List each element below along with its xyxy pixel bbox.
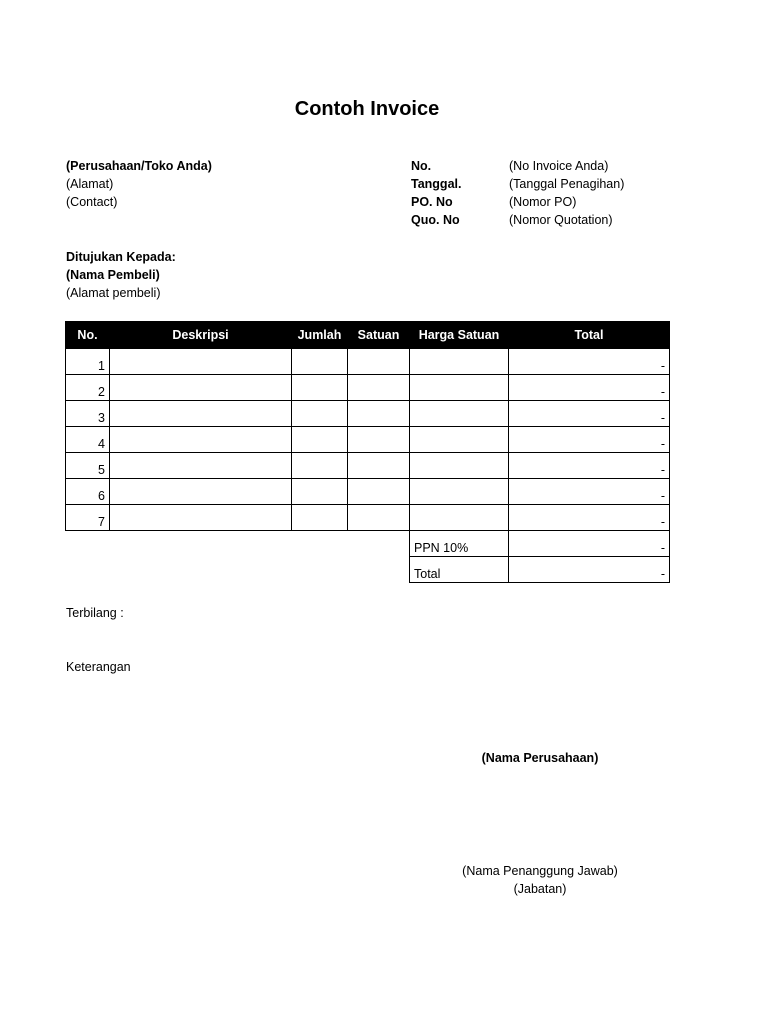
invoice-meta-labels xyxy=(411,157,461,229)
sender-address: (Alamat) xyxy=(66,177,114,191)
row-unit[interactable] xyxy=(348,453,410,479)
row-unit[interactable] xyxy=(348,375,410,401)
quo-no-value: (Nomor Quotation) xyxy=(509,213,613,227)
row-quantity[interactable] xyxy=(292,427,348,453)
row-no: 7 xyxy=(66,505,110,531)
terbilang-label: Terbilang : xyxy=(66,606,124,620)
grand-total-value: - xyxy=(509,557,670,583)
row-unit[interactable] xyxy=(348,401,410,427)
row-quantity[interactable] xyxy=(292,375,348,401)
row-quantity[interactable] xyxy=(292,453,348,479)
row-no: 1 xyxy=(66,349,110,375)
row-no: 6 xyxy=(66,479,110,505)
table-row xyxy=(66,453,670,479)
signature-person: (Nama Penanggung Jawab) xyxy=(462,864,618,878)
row-total: - xyxy=(509,453,670,479)
grand-total-row xyxy=(66,557,670,583)
row-unit-price[interactable] xyxy=(410,453,509,479)
signature-position: (Jabatan) xyxy=(513,882,567,896)
po-no-label: PO. No xyxy=(411,195,453,209)
row-unit-price[interactable] xyxy=(410,375,509,401)
table-row xyxy=(66,401,670,427)
row-unit[interactable] xyxy=(348,427,410,453)
table-row xyxy=(66,349,670,375)
row-total: - xyxy=(509,505,670,531)
header-description: Deskripsi xyxy=(110,322,292,349)
row-no: 5 xyxy=(66,453,110,479)
signature-company: (Nama Perusahaan) xyxy=(481,751,599,765)
row-unit-price[interactable] xyxy=(410,479,509,505)
row-total: - xyxy=(509,401,670,427)
row-total: - xyxy=(509,427,670,453)
invoice-no-label: No. xyxy=(411,159,432,173)
row-unit-price[interactable] xyxy=(410,427,509,453)
invoice-title: Contoh Invoice xyxy=(294,98,440,120)
ppn-value: - xyxy=(509,531,670,557)
row-quantity[interactable] xyxy=(292,505,348,531)
row-unit-price[interactable] xyxy=(410,349,509,375)
row-unit-price[interactable] xyxy=(410,401,509,427)
summary-spacer xyxy=(66,531,410,557)
header-unit-price: Harga Satuan xyxy=(410,322,509,349)
recipient-block xyxy=(66,248,176,302)
table-row xyxy=(66,479,670,505)
table-header-row xyxy=(66,322,670,349)
header-no: No. xyxy=(66,322,110,349)
invoice-date-value: (Tanggal Penagihan) xyxy=(509,177,625,191)
row-no: 2 xyxy=(66,375,110,401)
recipient-address: (Alamat pembeli) xyxy=(66,286,161,300)
invoice-items-table xyxy=(65,321,670,583)
recipient-name: (Nama Pembeli) xyxy=(66,268,160,282)
row-unit[interactable] xyxy=(348,505,410,531)
row-description[interactable] xyxy=(110,505,292,531)
row-unit-price[interactable] xyxy=(410,505,509,531)
invoice-meta-values xyxy=(509,157,624,229)
row-no: 4 xyxy=(66,427,110,453)
row-quantity[interactable] xyxy=(292,401,348,427)
row-no: 3 xyxy=(66,401,110,427)
row-description[interactable] xyxy=(110,401,292,427)
row-description[interactable] xyxy=(110,453,292,479)
header-unit: Satuan xyxy=(348,322,410,349)
signature-block xyxy=(440,862,640,898)
table-row xyxy=(66,375,670,401)
invoice-no-value: (No Invoice Anda) xyxy=(509,159,609,173)
table-row xyxy=(66,427,670,453)
row-total: - xyxy=(509,479,670,505)
quo-no-label: Quo. No xyxy=(411,213,460,227)
grand-total-label: Total xyxy=(410,557,509,583)
row-quantity[interactable] xyxy=(292,479,348,505)
row-total: - xyxy=(509,375,670,401)
row-description[interactable] xyxy=(110,375,292,401)
row-total: - xyxy=(509,349,670,375)
header-total: Total xyxy=(509,322,670,349)
row-unit[interactable] xyxy=(348,349,410,375)
sender-contact: (Contact) xyxy=(66,195,118,209)
header-quantity: Jumlah xyxy=(292,322,348,349)
sender-company: (Perusahaan/Toko Anda) xyxy=(66,159,212,173)
row-description[interactable] xyxy=(110,479,292,505)
ppn-label: PPN 10% xyxy=(410,531,509,557)
recipient-heading: Ditujukan Kepada: xyxy=(66,250,176,264)
invoice-date-label: Tanggal. xyxy=(411,177,462,191)
summary-spacer xyxy=(66,557,410,583)
table-row xyxy=(66,505,670,531)
sender-block xyxy=(66,157,212,211)
row-quantity[interactable] xyxy=(292,349,348,375)
keterangan-label: Keterangan xyxy=(66,660,131,674)
row-description[interactable] xyxy=(110,349,292,375)
po-no-value: (Nomor PO) xyxy=(509,195,577,209)
row-unit[interactable] xyxy=(348,479,410,505)
row-description[interactable] xyxy=(110,427,292,453)
ppn-row xyxy=(66,531,670,557)
